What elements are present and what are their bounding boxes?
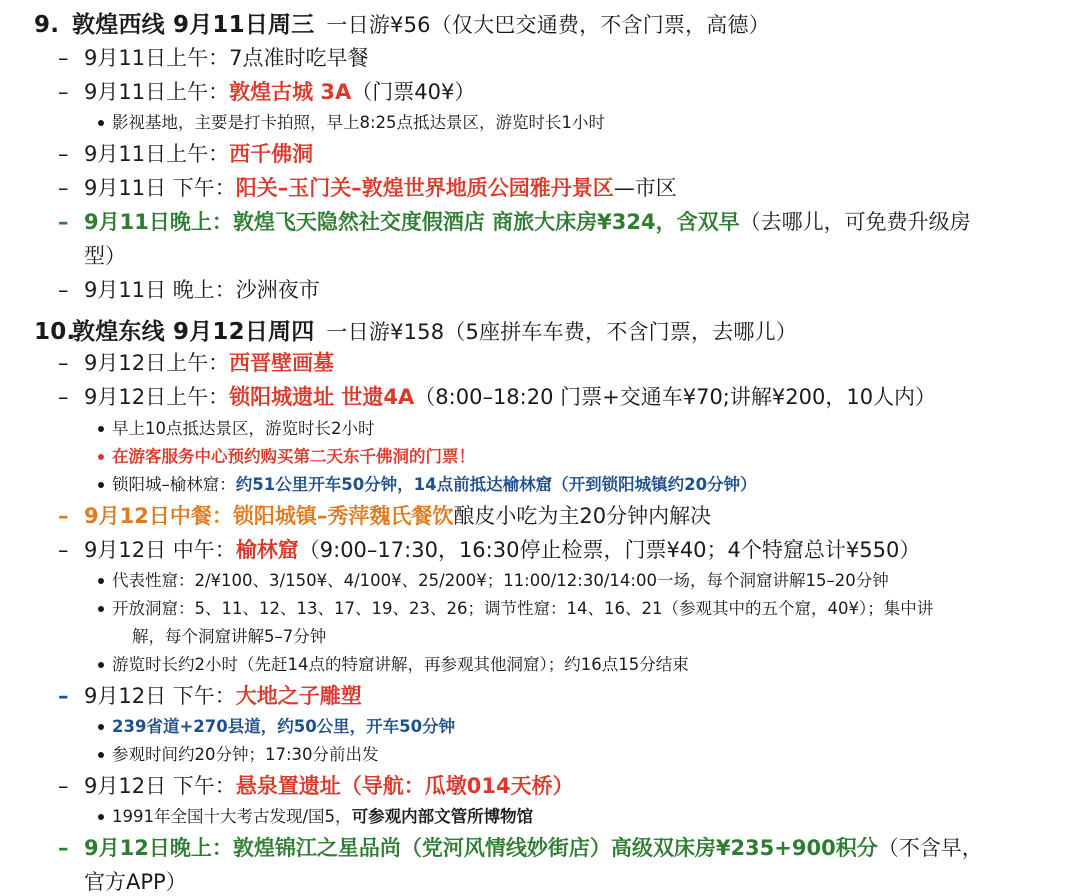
bullet-item: 239省道+270县道，约50公里，开车50分钟 [112,713,455,741]
dash-marker: – [58,504,69,528]
dash-marker: – [58,142,69,166]
highlight-spot: 悬泉置遗址（导航：瓜墩014天桥） [235,774,574,798]
bullet-dot [98,724,104,730]
bullet-dot [98,426,104,432]
dash-marker: – [58,46,69,70]
day9-heading [34,6,770,39]
bullet-wrapped-text: 解，每个洞窟讲解5–7分钟 [132,627,327,646]
dash-marker: – [58,684,69,708]
list-item: – 9月11日上午：7点准时吃早餐 [58,41,368,75]
bullet-dot [98,482,104,488]
dash-marker: – [58,80,69,104]
bullet-item: 游览时长约2小时（先赶14点的特窟讲解，再参观其他洞窟）；约16点15分结束 [112,651,689,679]
list-item-meal: – 9月12日中餐：锁阳城镇–秀萍魏氏餐饮酿皮小吃为主20分钟内解决 [58,499,711,533]
bullet-dot [98,606,104,612]
hotel-text: 9月12日晚上：敦煌锦江之星品尚（党河风情线妙街店）高级双床房¥235+900积分 [84,836,878,860]
bullet-item: 参观时间约20分钟；17:30分前出发 [112,741,379,769]
bullet-item: 影视基地，主要是打卡拍照，早上8:25点抵达景区，游览时长1小时 [112,109,605,137]
highlight-spot: 阳关–玉门关–敦煌世界地质公园雅丹景区 [235,176,614,200]
bullet-item: 锁阳城–榆林窟：约51公里开车50分钟，14点前抵达榆林窟（开到锁阳城镇约20分钟） [112,471,757,499]
bullet-item: 1991年全国十大考古发现/国5，可参观内部文管所博物馆 [112,803,533,831]
day10-heading [34,313,797,346]
dash-marker: – [58,210,69,234]
dash-marker: – [58,176,69,200]
bullet-dot [98,752,104,758]
highlight-spot: 锁阳城遗址 世遗4A [229,385,415,409]
list-item: – 9月12日上午：锁阳城遗址 世遗4A（8:00–18:20 门票+交通车¥70;讲解¥200，10人内） [58,380,936,414]
list-item: – 9月12日 下午：悬泉置遗址（导航：瓜墩014天桥） [58,769,574,803]
wrapped-text: 官方APP） [84,870,187,894]
list-item-hotel: – 9月11日晚上：敦煌飞天隐然社交度假酒店 商旅大床房¥324，含双早（去哪儿，可免费升级房 型） [58,205,971,239]
hotel-text: 9月11日晚上：敦煌飞天隐然社交度假酒店 商旅大床房¥324，含双早 [84,210,740,234]
highlight-spot: 西千佛洞 [229,142,314,166]
day10-number: 10. [34,319,76,345]
dash-marker: – [58,836,69,860]
highlight-spot: 大地之子雕塑 [235,684,362,708]
bullet-dot [98,814,104,820]
list-item: – 9月11日上午：西千佛洞 [58,137,313,171]
list-item: – 9月11日上午：敦煌古城 3A（门票40¥） [58,75,475,109]
bullet-dot [98,454,104,460]
list-item: – 9月11日 晚上：沙洲夜市 [58,273,320,307]
day9-number: 9. [34,12,60,38]
bullet-dot [98,120,104,126]
dash-marker: – [58,278,69,302]
list-item: – 9月12日 中午：榆林窟（9:00–17:30，16:30停止检票，门票¥40；4个特窟总计¥550） [58,533,920,567]
list-item-hotel: – 9月12日晚上：敦煌锦江之星品尚（党河风情线妙街店）高级双床房¥235+900积分（不含早， 官方APP） [58,831,983,865]
bullet-item-warning: 在游客服务中心预约购买第二天东千佛洞的门票！ [112,443,475,471]
highlight-spot: 敦煌古城 3A [229,80,352,104]
bullet-item: 早上10点抵达景区，游览时长2小时 [112,415,375,443]
bullet-item: 代表性窟：2/¥100、3/150¥、4/100¥、25/200¥；11:00/12:30/14:00一场，每个洞窟讲解15–20分钟 [112,567,889,595]
bullet-dot [98,578,104,584]
list-item: – 9月11日 下午：阳关–玉门关–敦煌世界地质公园雅丹景区—市区 [58,171,677,205]
highlight-spot: 西晋壁画墓 [229,351,335,375]
list-item: – 9月12日上午：西晋壁画墓 [58,346,334,380]
wrapped-text: 型） [84,244,126,268]
dash-marker: – [58,351,69,375]
day10-subtitle: 一日游¥158（5座拼车车费，不含门票，去哪儿） [326,320,798,344]
bullet-item: 开放洞窟：5、11、12、13、17、19、23、26；调节性窟：14、16、21（参观其中的五个窟，40¥）；集中讲 [112,595,933,623]
day9-title: 敦煌西线 9月11日周三 [72,12,315,38]
highlight-spot: 榆林窟 [235,538,299,562]
bullet-dot [98,662,104,668]
day9-subtitle: 一日游¥56（仅大巴交通费，不含门票，高德） [326,13,770,37]
list-item: – 9月12日 下午：大地之子雕塑 [58,679,362,713]
day10-title: 敦煌东线 9月12日周四 [72,319,315,345]
dash-marker: – [58,538,69,562]
dash-marker: – [58,385,69,409]
dash-marker: – [58,774,69,798]
